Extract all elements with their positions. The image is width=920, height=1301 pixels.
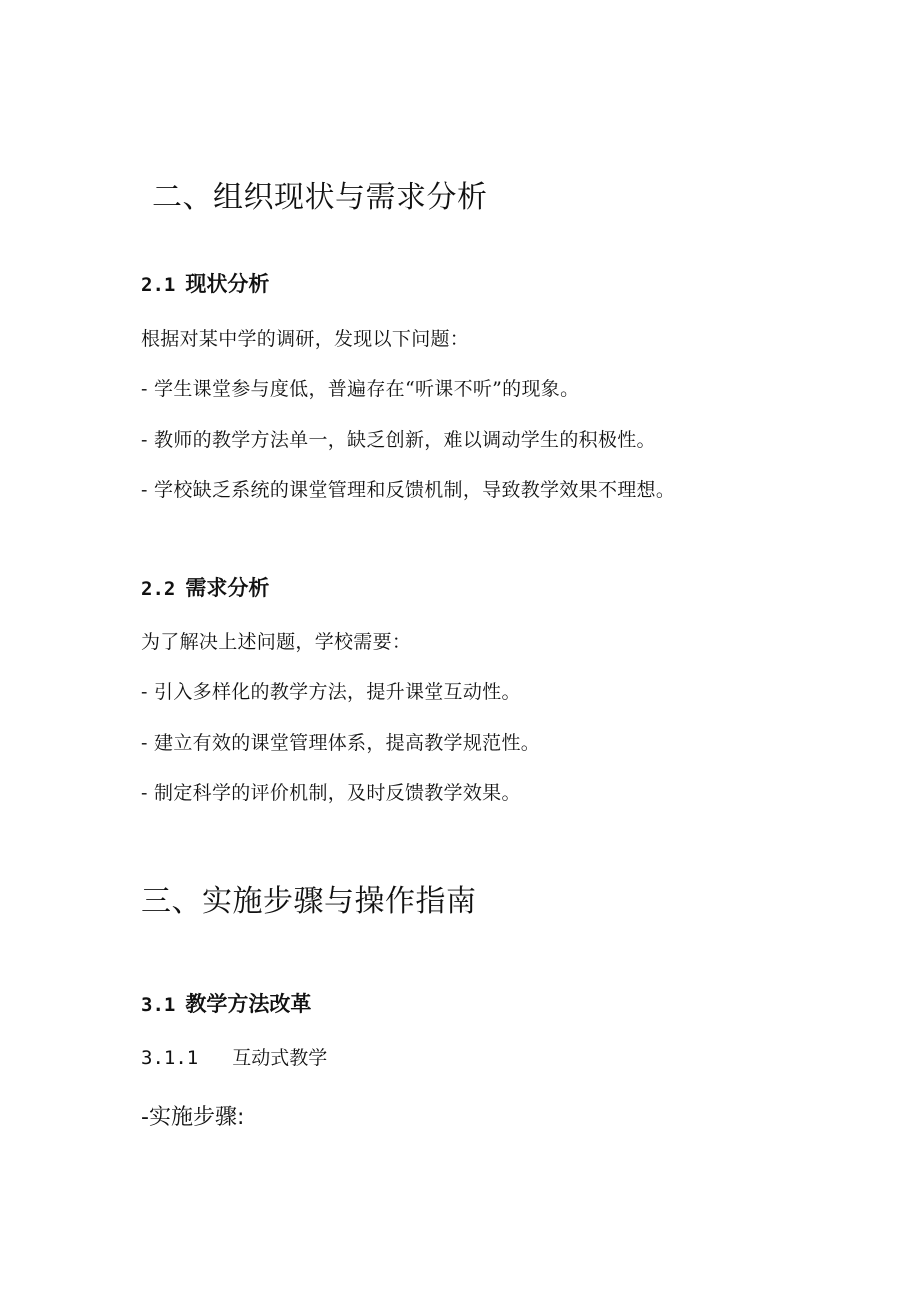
subsection-number: 2.1 [141, 274, 176, 296]
paragraph-intro: 为了解决上述问题，学校需要： [141, 631, 412, 653]
paragraph-intro: 根据对某中学的调研，发现以下问题： [141, 328, 470, 350]
subsubsection-3-1-1-heading [141, 1043, 327, 1070]
subsubsection-number: 3.1.1 [141, 1047, 199, 1069]
subsection-2-2-heading [141, 572, 269, 602]
list-item: - 学校缺乏系统的课堂管理和反馈机制，导致教学效果不理想。 [141, 479, 676, 501]
list-item: - 建立有效的课堂管理体系，提高教学规范性。 [141, 732, 541, 754]
subsection-number: 3.1 [141, 994, 176, 1016]
list-item: - 学生课堂参与度低，普遍存在“听课不听”的现象。 [141, 378, 580, 400]
steps-label: -实施步骤: [141, 1105, 245, 1130]
subsection-number: 2.2 [141, 578, 176, 600]
list-item: - 引入多样化的教学方法，提升课堂互动性。 [141, 681, 521, 703]
section-3-heading: 三、实施步骤与操作指南 [141, 884, 477, 919]
subsection-2-1-heading [141, 268, 269, 298]
subsection-3-1-heading [141, 988, 311, 1018]
subsection-title: 现状分析 [185, 272, 270, 296]
subsection-title: 教学方法改革 [185, 992, 312, 1016]
list-item: - 制定科学的评价机制，及时反馈教学效果。 [141, 782, 521, 804]
section-2-heading: 二、组织现状与需求分析 [152, 180, 488, 215]
subsubsection-title: 互动式教学 [232, 1047, 328, 1069]
subsection-title: 需求分析 [185, 576, 270, 600]
list-item: - 教师的教学方法单一，缺乏创新，难以调动学生的积极性。 [141, 429, 656, 451]
